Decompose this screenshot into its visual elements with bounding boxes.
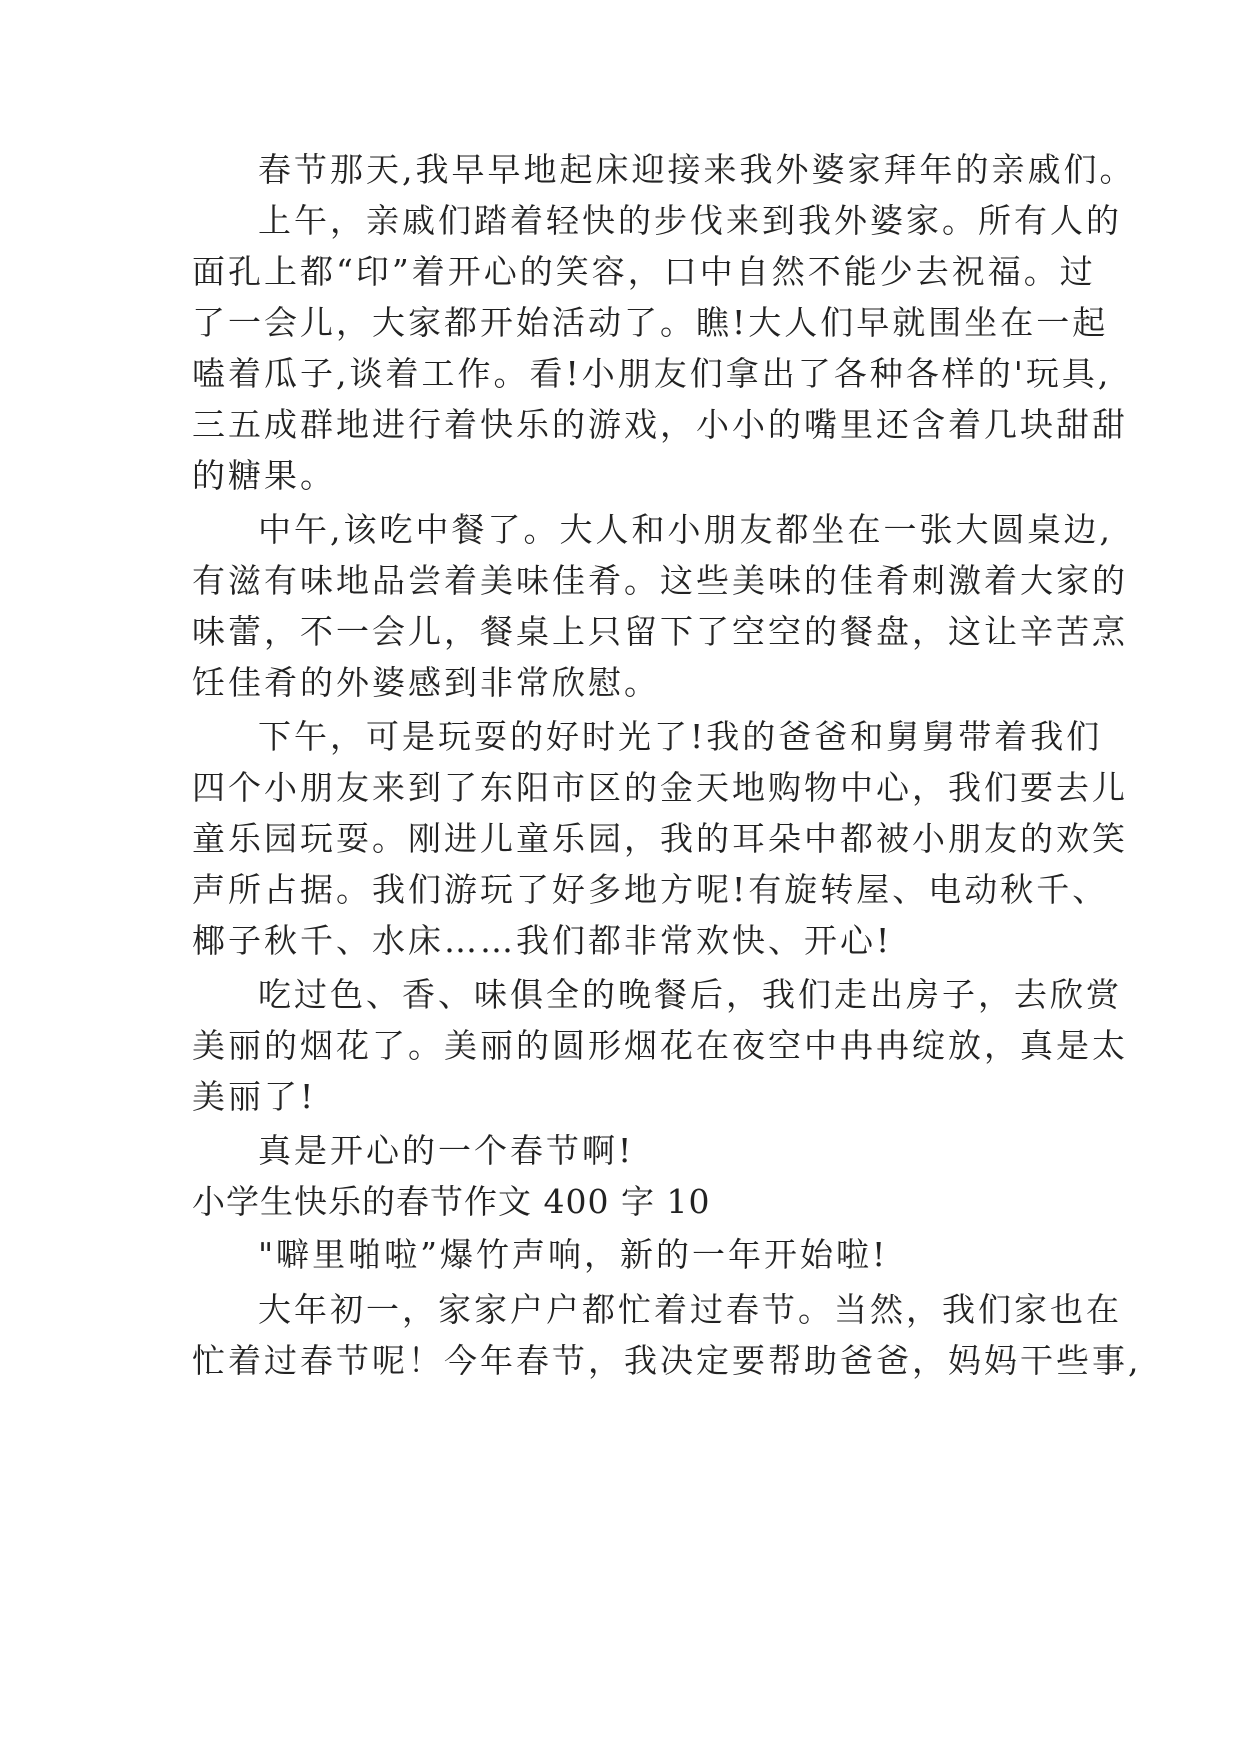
paragraph-line: 上午，亲戚们踏着轻快的步伐来到我外婆家。所有人的 — [258, 201, 1122, 240]
paragraph-line: 美丽了! — [192, 1077, 317, 1116]
paragraph-line: 三五成群地进行着快乐的游戏，小小的嘴里还含着几块甜甜 — [192, 405, 1128, 444]
paragraph-line: 吃过色、香、味俱全的晚餐后，我们走出房子，去欣赏 — [258, 975, 1122, 1014]
section-heading: 小学生快乐的春节作文 400 字 10 — [192, 1182, 711, 1221]
paragraph-line: 的糖果。 — [192, 456, 336, 495]
paragraph-line: 椰子秋千、水床……我们都非常欢快、开心! — [192, 921, 893, 960]
paragraph-line: 美丽的烟花了。美丽的圆形烟花在夜空中冉冉绽放，真是太 — [192, 1026, 1128, 1065]
paragraph-line: 真是开心的一个春节啊! — [258, 1131, 635, 1170]
paragraph-line: 饪佳肴的外婆感到非常欣慰。 — [192, 663, 660, 702]
paragraph-line: 中午,该吃中餐了。大人和小朋友都坐在一张大圆桌边, — [258, 510, 1113, 549]
paragraph-line: 味蕾，不一会儿，餐桌上只留下了空空的餐盘，这让辛苦烹 — [192, 612, 1128, 651]
paragraph-line: 嗑着瓜子,谈着工作。看!小朋友们拿出了各种各样的'玩具, — [192, 354, 1112, 393]
paragraph-line: "噼里啪啦”爆竹声响，新的一年开始啦! — [258, 1235, 889, 1274]
paragraph-line: 下午，可是玩耍的好时光了!我的爸爸和舅舅带着我们 — [258, 717, 1103, 756]
paragraph-line: 有滋有味地品尝着美味佳肴。这些美味的佳肴刺激着大家的 — [192, 561, 1128, 600]
paragraph-line: 了一会儿，大家都开始活动了。瞧!大人们早就围坐在一起 — [192, 303, 1109, 342]
paragraph-line: 忙着过春节呢！今年春节，我决定要帮助爸爸，妈妈干些事, — [192, 1341, 1142, 1380]
paragraph-line: 春节那天,我早早地起床迎接来我外婆家拜年的亲戚们。 — [258, 150, 1136, 189]
paragraph-line: 声所占据。我们游玩了好多地方呢!有旋转屋、电动秋千、 — [192, 870, 1109, 909]
paragraph-line: 四个小朋友来到了东阳市区的金天地购物中心，我们要去儿 — [192, 768, 1128, 807]
paragraph-line: 童乐园玩耍。刚进儿童乐园，我的耳朵中都被小朋友的欢笑 — [192, 819, 1128, 858]
paragraph-line: 面孔上都“印”着开心的笑容，口中自然不能少去祝福。过 — [192, 252, 1096, 291]
paragraph-line: 大年初一，家家户户都忙着过春节。当然，我们家也在 — [258, 1290, 1122, 1329]
